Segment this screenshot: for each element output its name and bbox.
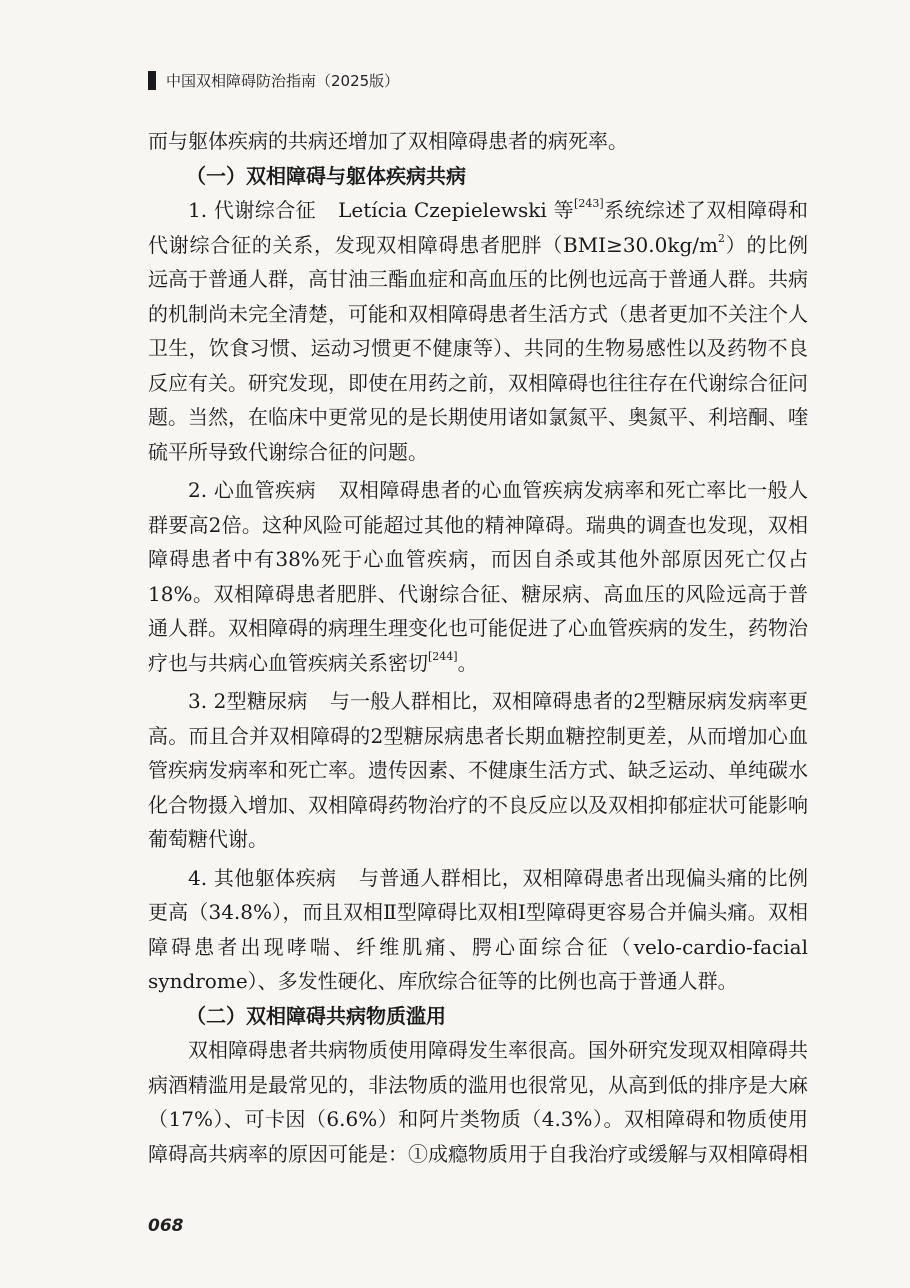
text-run: 与一般人群相比，双相障碍患者的2型糖尿病发病率更高。而且合并双相障碍的2型糖尿病患者长期血糖控制更差，从而增加心血管疾病发病率和死亡率。遗传因素、不健康生活方式、缺乏运动、单纯碳水化合物摄入增加、双相障碍药物治疗的不良反应以及双相抑郁症状可能影响葡萄糖代谢。 xyxy=(148,689,808,851)
citation-ref: [243] xyxy=(574,197,604,211)
paragraph-type2-diabetes xyxy=(148,684,808,857)
header-marker-bar xyxy=(148,71,156,90)
item-label: 4. 其他躯体疾病 xyxy=(188,865,337,890)
superscript: 2 xyxy=(718,231,725,245)
text-run: 双相障碍患者的心血管疾病发病率和死亡率比一般人群要高2倍。这种风险可能超过其他的精神障碍。瑞典的调查也发现，双相障碍患者中有38%死于心血管疾病，而因自杀或其他外部原因死亡仅占18%。双相障碍患者肥胖、代谢综合征、糖尿病、高血压的风险远高于普通人群。双相障碍的病理生理变化也可能促进了心血管疾病的发生，药物治疗也与共病心血管疾病关系密切 xyxy=(148,478,808,675)
text-run: 系统综述了双相障碍和代谢综合征的关系，发现双相障碍患者肥胖（BMI≥30.0kg/m xyxy=(148,198,808,257)
paragraph-substance-abuse: 双相障碍患者共病物质使用障碍发生率很高。国外研究发现双相障碍共病酒精滥用是最常见的，非法物质的滥用也很常见，从高到低的排序是大麻（17%）、可卡因（6.6%）和阿片类物质（4.3%）。双相障碍和物质使用障碍高共病率的原因可能是：①成瘾物质用于自我治疗或缓解与双相障碍相 xyxy=(148,1038,808,1166)
item-label: 2. 心血管疾病 xyxy=(188,478,317,502)
citation-ref: [244] xyxy=(428,649,458,663)
text-run: 与普通人群相比，双相障碍患者出现偏头痛的比例更高（34.8%），而且双相Ⅱ型障碍比双相Ⅰ型障碍更容易合并偏头痛。双相障碍患者出现哮喘、纤维肌痛、腭心面综合征（velo-cardio-facial syndrome）、多发性硬化、库欣综合征等的比例也高于普通人群。 xyxy=(148,865,808,993)
item-label: 3. 2型糖尿病 xyxy=(188,689,308,713)
text-run: 。 xyxy=(457,650,478,675)
text-run: ）的比例远高于普通人群，高甘油三酯血症和高血压的比例也远高于普通人群。共病的机制尚未完全清楚，可能和双相障碍患者生活方式（患者更加不关注个人卫生，饮食习惯、运动习惯更不健康等）、共同的生物易感性以及药物不良反应有关。研究发现，即使在用药之前，双相障碍也往往存在代谢综合征问题。当然，在临床中更常见的是长期使用诸如氯氮平、奥氮平、利培酮、喹硫平所导致代谢综合征的问题。 xyxy=(148,232,808,464)
text-run: Letícia Czepielewski 等 xyxy=(338,198,575,222)
page-number: 068 xyxy=(148,1216,184,1236)
section-heading-substance-abuse: （二）双相障碍共病物质滥用 xyxy=(186,1003,446,1028)
paragraph-continuation: 而与躯体疾病的共病还增加了双相障碍患者的病死率。 xyxy=(148,129,628,153)
body-text xyxy=(148,124,808,1171)
paragraph-other-somatic xyxy=(148,861,808,999)
paragraph-cardiovascular xyxy=(148,473,808,680)
header-title: 中国双相障碍防治指南（2025版） xyxy=(166,72,400,90)
item-label: 1. 代谢综合征 xyxy=(188,198,317,222)
paragraph-metabolic-syndrome xyxy=(148,193,808,469)
section-heading-somatic-comorbidity: （一）双相障碍与躯体疾病共病 xyxy=(186,163,466,188)
running-header xyxy=(148,70,399,91)
